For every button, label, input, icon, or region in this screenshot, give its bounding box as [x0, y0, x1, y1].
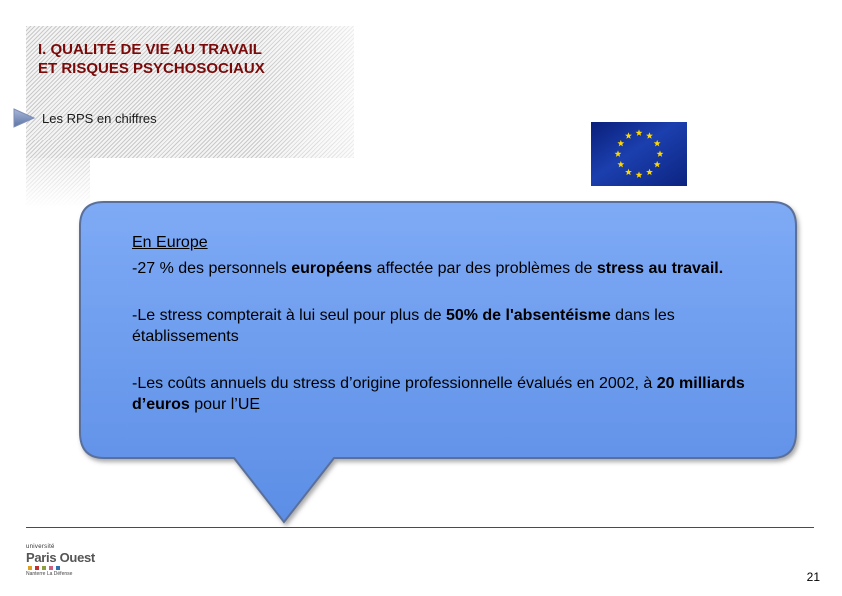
- footer-divider: [26, 527, 814, 528]
- eu-flag-icon: [591, 122, 687, 186]
- section-title-line2: ET RISQUES PSYCHOSOCIAUX: [38, 60, 265, 77]
- logo-line1: université: [26, 544, 55, 550]
- slide-subtitle: Les RPS en chiffres: [42, 110, 157, 126]
- callout-text: [132, 232, 762, 441]
- stat-paragraph-1: -27 % des personnels européens affectée par des problèmes de stress au travail.: [132, 260, 724, 277]
- stat-paragraph-3: -Les coûts annuels du stress d’origine professionnelle évalués en 2002, à 20 milliards d’euros pour l’UE: [132, 375, 745, 413]
- subtitle-row: [12, 108, 157, 128]
- logo-color-dots: [28, 566, 96, 570]
- callout-heading: En Europe: [132, 234, 208, 251]
- play-arrow-icon: [12, 108, 36, 128]
- page-number: 21: [806, 570, 820, 584]
- stat-paragraph-2: -Le stress compterait à lui seul pour plus de 50% de l'absentéisme dans les établissements: [132, 307, 675, 345]
- section-title-line1: I. QUALITÉ DE VIE AU TRAVAIL: [38, 41, 262, 58]
- section-title: [38, 40, 338, 78]
- logo-line2: Paris Ouest: [26, 550, 95, 565]
- university-logo: [26, 544, 96, 580]
- logo-line3: Nanterre La Défense: [26, 571, 73, 577]
